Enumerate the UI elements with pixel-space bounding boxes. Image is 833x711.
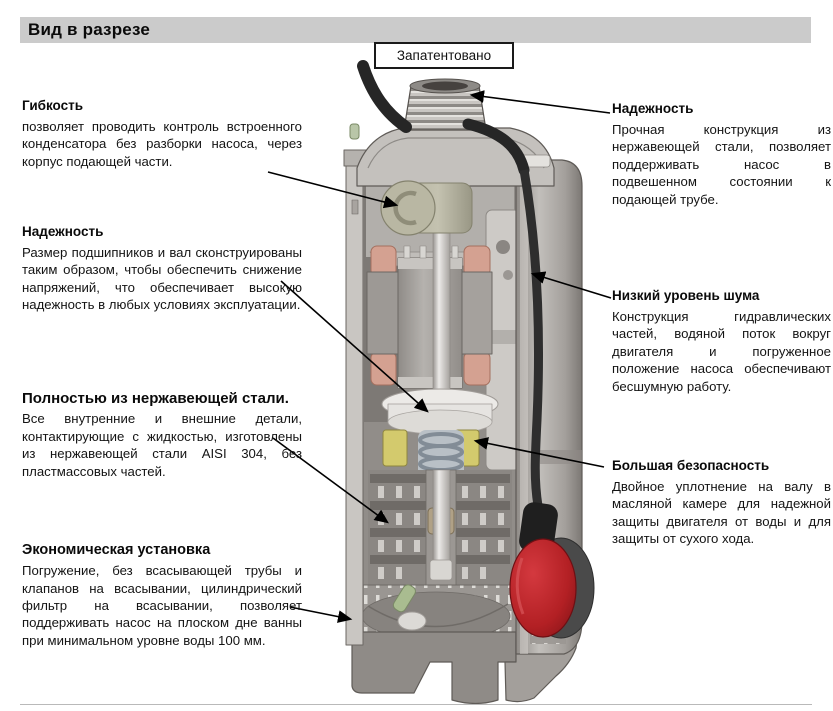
annotation-economy (22, 541, 302, 649)
annotation-title: Надежность (612, 101, 694, 116)
arrow-reliability-right (472, 95, 610, 113)
arrow-safety (476, 441, 604, 467)
annotation-body: Погружение, без всасывающей трубы и клапанов на всасывании, цилиндрический фильтр на всасывании, позволяет поддерживать насос на плоском дне ванны при минимальном уровне воды 100 мм. (22, 563, 302, 648)
annotation-title: Экономическая установка (22, 542, 211, 558)
patented-label: Запатентовано (396, 48, 492, 63)
annotation-reliability-right (612, 101, 831, 208)
patented-label-box (374, 42, 514, 69)
annotation-stainless-steel (22, 390, 302, 480)
annotation-reliability-left (22, 224, 302, 314)
annotation-safety (612, 458, 831, 548)
page-title: Вид в разрезе (28, 20, 151, 39)
annotation-body: Двойное уплотнение на валу в масляной камере для надежной защиты двигателя от воды и для защиты от сухого хода. (612, 478, 831, 547)
annotation-title: Большая безопасность (612, 458, 770, 473)
annotation-low-noise (612, 288, 831, 395)
annotation-title: Надежность (22, 224, 104, 239)
annotation-body: Конструкция гидравлических частей, водяной поток вокруг двигателя и погруженное положение насоса обеспечивают бесшумную работу. (612, 308, 831, 394)
arrow-reliability-left (281, 281, 427, 411)
annotation-body: позволяет проводить контроль встроенного конденсатора без разборки насоса, через корпус подающей части. (22, 118, 302, 169)
arrow-flexibility (268, 172, 396, 205)
annotation-body: Все внутренние и внешние детали, контактирующие с жидкостью, изготовлены из нержавеющей стали AISI 304, без пластмассовых частей. (22, 411, 302, 479)
annotation-title: Низкий уровень шума (612, 288, 760, 303)
annotation-body: Прочная конструкция из нержавеющей стали, позволяет поддерживать насос в подвешенном состоянии к подающей трубе. (612, 121, 831, 207)
pump-body (344, 66, 594, 704)
section-title-bar (20, 17, 811, 43)
annotation-title: Гибкость (22, 98, 84, 113)
annotation-title: Полностью из нержавеющей стали. (22, 390, 289, 407)
pointer-arrows (268, 95, 611, 619)
bottom-divider (20, 704, 812, 705)
annotation-body: Размер подшипников и вал сконструированы таким образом, чтобы обеспечить снижение напряжений, что обеспечивает высокую надежность в любых условиях эксплуатации. (22, 244, 302, 313)
annotation-flexibility (22, 98, 302, 170)
arrow-low-noise (533, 274, 611, 298)
